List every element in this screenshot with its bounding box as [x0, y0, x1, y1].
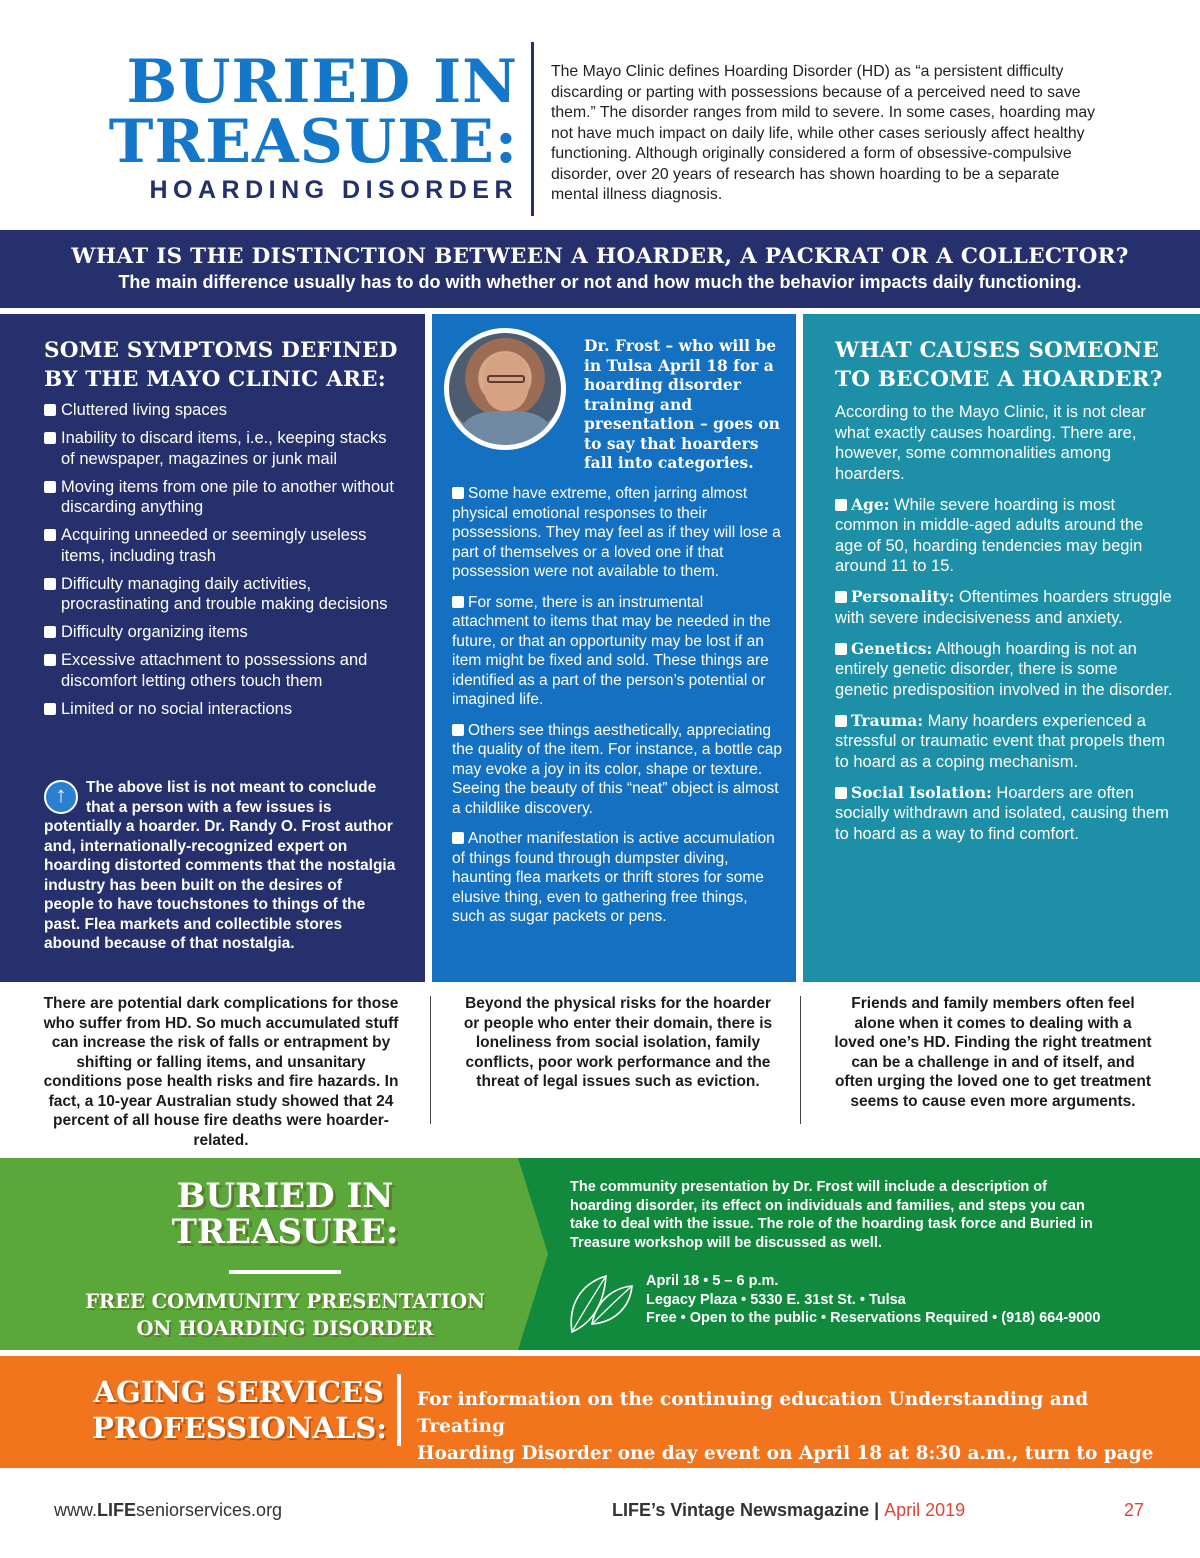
promo-subtitle-line-1: FREE COMMUNITY PRESENTATION [85, 1290, 485, 1313]
list-item: Inability to discard items, i.e., keeping stacks of newspaper, magazines or junk mail [44, 428, 394, 469]
column-divider [430, 996, 431, 1124]
category-paragraph: Another manifestation is active accumulation of things found through dumpster diving, haunting flea markets or thrift stores for some elusive thing, even to gathering free things, such as sugar packets or pens. [452, 830, 775, 925]
up-arrow-circle-icon: ↑ [44, 780, 78, 814]
square-bullet-icon [44, 529, 56, 541]
square-bullet-icon [452, 596, 464, 608]
square-bullet-icon [44, 578, 56, 590]
loneliness-paragraph: Beyond the physical risks for the hoarder or people who enter their domain, there is loneliness from social isolation, family conflicts, poor work performance and the threat of legal issues such as eviction. [463, 995, 773, 1090]
cause-item: Social Isolation: Hoarders are often socially withdrawn and isolated, causing them to hoard as a way to find comfort. [835, 782, 1169, 843]
frost-intro: Dr. Frost – who will be in Tulsa April 18 for a hoarding disorder training and presentation – goes on to say that hoarders fall into categories. [584, 336, 780, 472]
aging-services-title: AGING SERVICES PROFESSIONALS: [92, 1375, 387, 1445]
causes-body [835, 402, 1175, 855]
square-bullet-icon [44, 654, 56, 666]
square-bullet-icon [835, 591, 847, 603]
promo-subtitle-line-2: ON HOARDING DISORDER [136, 1317, 434, 1340]
aging-services-text: For information on the continuing education Understanding and Treating Hoarding Disorder one day event on April 18 at 8:30 a.m., turn to page 21. [417, 1389, 1154, 1491]
list-item: Difficulty organizing items [44, 622, 394, 643]
square-bullet-icon [44, 703, 56, 715]
promo-description: The community presentation by Dr. Frost will include a description of hoarding disorder, its effect on individuals and families, and steps you can take to deal with the issue. The role of the hoarding task force and Buried in Treasure workshop will be discussed as well. [570, 1179, 1093, 1251]
promo-title-block [80, 1178, 490, 1342]
square-bullet-icon [452, 832, 464, 844]
event-admission: Free • Open to the public • Reservations Required • (918) 664-9000 [646, 1310, 1101, 1326]
distinction-answer: The main difference usually has to do with whether or not and how much the behavior impacts daily functioning. [118, 272, 1082, 292]
title-line-2: TREASURE: [108, 107, 518, 177]
event-details [646, 1272, 1166, 1328]
event-when: April 18 • 5 – 6 p.m. [646, 1273, 779, 1289]
intro-paragraph: The Mayo Clinic defines Hoarding Disorder (HD) as “a persistent difficulty discarding or parting with possessions because of a perceived need to save them.” The disorder ranges from mild to severe. In some cases, hoarding may not have much impact on daily life, while other cases seriously affect healthy functioning. Although originally considered a form of obsessive-compulsive disorder, over 20 years of research has shown hoarding to be a separate mental illness diagnosis. [551, 63, 1096, 203]
complications-paragraph: There are potential dark complications for those who suffer from HD. So much accumulated stuff can increase the risk of falls or entrapment by shifting or falling items, and unsanitary conditions pose health risks and fire hazards. In fact, a 10-year Australian study showed that 24 percent of all house fire deaths were hoarder-related. [43, 995, 399, 1149]
list-item: Limited or no social interactions [44, 699, 394, 720]
distinction-question: WHAT IS THE DISTINCTION BETWEEN A HOARDER, A PACKRAT OR A COLLECTOR? [71, 244, 1129, 269]
cause-item: Personality: Oftentimes hoarders struggle with severe indecisiveness and anxiety. [835, 587, 1172, 627]
frost-categories [452, 484, 782, 938]
frost-column [432, 314, 796, 982]
event-where: Legacy Plaza • 5330 E. 31st St. • Tulsa [646, 1291, 906, 1308]
category-paragraph: For some, there is an instrumental attachment to items that may be needed in the future, or that an opportunity may be lost if an item might be fixed and sold. These things are identified as a part of the person’s potential or imagined life. [452, 593, 771, 708]
promo-title-line-2: TREASURE: [171, 1212, 399, 1252]
list-item: Acquiring unneeded or seemingly useless items, including trash [44, 525, 394, 566]
cause-item: Age: While severe hoarding is most common in middle-aged adults around the age of 50, hoarding tendencies may begin around 11 to 15. [835, 494, 1144, 575]
square-bullet-icon [452, 487, 464, 499]
causes-intro: According to the Mayo Clinic, it is not clear what exactly causes hoarding. There are, however, some commonalities among hoarders. [835, 403, 1146, 483]
footer-magazine: LIFE’s Vintage Newsmagazine | April 2019 [612, 1500, 966, 1520]
cause-item: Genetics: Although hoarding is not an entirely genetic disorder, there is some genetic predisposition involved in the disorder. [835, 638, 1173, 699]
list-item: Difficulty managing daily activities, procrastinating and trouble making decisions [44, 574, 394, 615]
category-paragraph: Others see things aesthetically, appreciating the quality of the item. For instance, a bottle cap may evoke a joy in its color, shape or texture. Seeing the beauty of this “neat” object is almost a childlike discovery. [452, 721, 782, 817]
presentation-promo [0, 1158, 1200, 1350]
causes-column [803, 314, 1200, 982]
list-item: Moving items from one pile to another without discarding anything [44, 477, 394, 518]
title-line-1: BURIED IN [126, 47, 518, 117]
square-bullet-icon [44, 626, 56, 638]
column-divider [800, 996, 801, 1124]
square-bullet-icon [452, 724, 464, 736]
page-number: 27 [1124, 1500, 1145, 1520]
symptoms-heading: SOME SYMPTOMS DEFINED BY THE MAYO CLINIC ARE: [44, 338, 398, 392]
list-item: Cluttered living spaces [44, 400, 394, 421]
leaf-icon [566, 1262, 636, 1338]
square-bullet-icon [44, 404, 56, 416]
promo-divider [229, 1270, 341, 1274]
square-bullet-icon [44, 481, 56, 493]
aging-services-banner [0, 1356, 1200, 1491]
symptoms-note: ↑ The above list is not meant to conclude that a person with a few issues is potentially a hoarder. Dr. Randy O. Frost author and, internationally-recognized expert on hoarding distorted comments that the nostalgia industry has been built on the desires of people to have touchstones to things of the past. Flea markets and collectible stores abound because of that nostalgia. [44, 779, 396, 952]
portrait-photo [444, 328, 566, 450]
category-paragraph: Some have extreme, often jarring almost physical emotional responses to their possessions. They may feel as if they will lose a part of themselves or a loved one if that possession were not available to them. [452, 485, 781, 580]
symptoms-column [0, 314, 425, 982]
square-bullet-icon [835, 643, 847, 655]
header-divider [531, 42, 534, 216]
page-title [100, 47, 518, 205]
symptoms-list [44, 400, 394, 727]
family-paragraph: Friends and family members often feel alone when it comes to dealing with a loved one’s HD. Finding the right treatment can be a challenge in and of itself, and often urging the loved one to get treatment seems to cause even more arguments. [834, 995, 1152, 1110]
causes-heading: WHAT CAUSES SOMEONE TO BECOME A HOARDER? [835, 338, 1163, 392]
aging-divider [397, 1374, 401, 1446]
list-item: Excessive attachment to possessions and discomfort letting others touch them [44, 650, 394, 691]
distinction-banner [0, 230, 1200, 308]
square-bullet-icon [835, 499, 847, 511]
promo-title-line-1: BURIED IN [176, 1176, 394, 1216]
square-bullet-icon [44, 432, 56, 444]
footer-url[interactable]: www.LIFEseniorservices.org [54, 1500, 283, 1520]
square-bullet-icon [835, 787, 847, 799]
square-bullet-icon [835, 715, 847, 727]
cause-item: Trauma: Many hoarders experienced a stressful or traumatic event that propels them to hoard as a coping mechanism. [835, 710, 1166, 771]
page-subtitle: HOARDING DISORDER [149, 176, 518, 204]
